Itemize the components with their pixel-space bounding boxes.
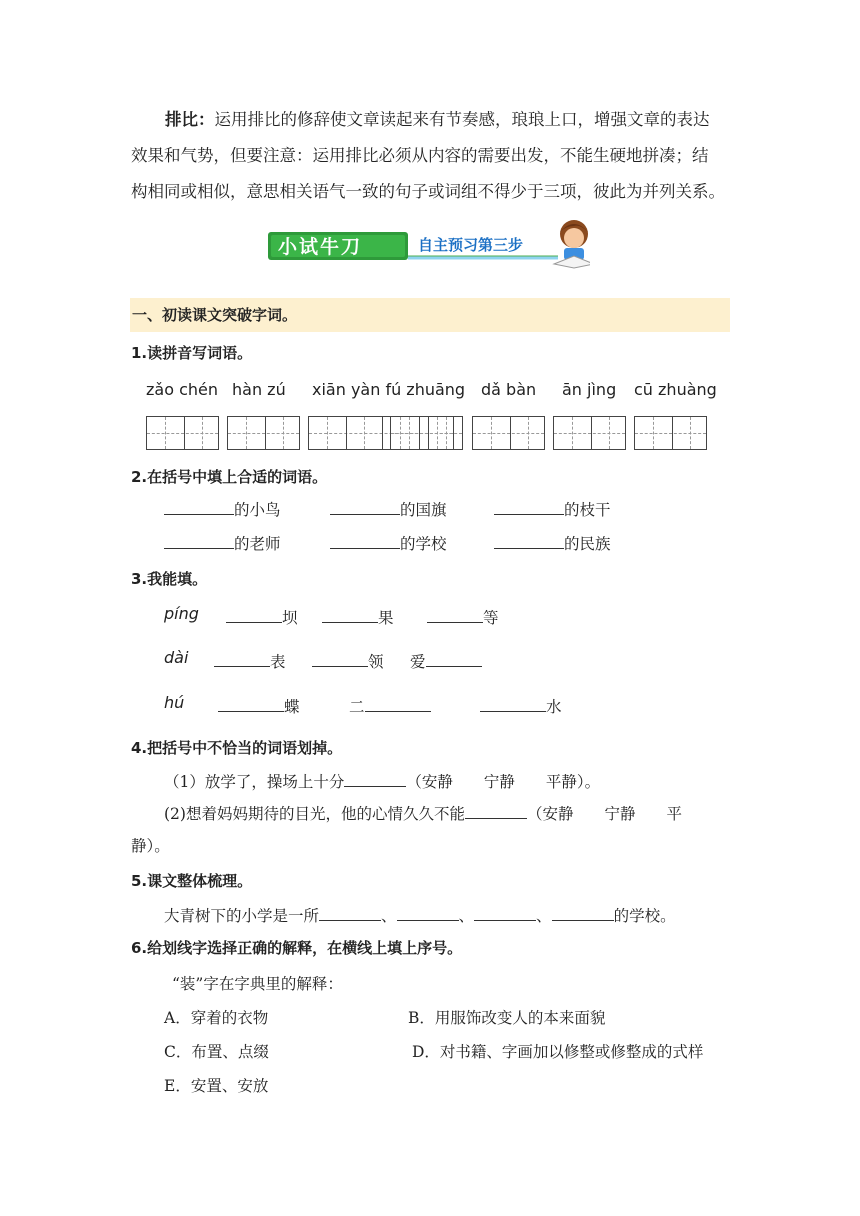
question-5-title: 5.课文整体梳理。 (131, 872, 253, 890)
answer-blank[interactable] (474, 906, 536, 921)
answer-blank[interactable] (319, 906, 381, 921)
writing-box[interactable] (227, 416, 300, 450)
q3-pinyin-1: píng (164, 604, 199, 623)
writing-box[interactable] (390, 416, 463, 450)
pinyin-4: dǎ bàn (481, 380, 537, 399)
answer-blank[interactable] (426, 652, 482, 667)
q2-row1-item2: 的国旗 (330, 498, 447, 520)
q3-pinyin-2: dài (164, 648, 189, 667)
q3-pinyin-3: hú (164, 693, 185, 712)
pinyin-5: ān jìng (562, 380, 617, 399)
question-4-title: 4.把括号中不恰当的词语划掉。 (131, 739, 343, 757)
answer-blank[interactable] (365, 697, 431, 712)
question-3-title: 3.我能填。 (131, 570, 208, 588)
pinyin-6: cū zhuàng (634, 380, 717, 399)
question-6-title: 6.给划线字选择正确的解释，在横线上填上序号。 (131, 939, 463, 957)
answer-blank[interactable] (480, 697, 546, 712)
pinyin-2: hàn zú (232, 380, 286, 399)
writing-box[interactable] (146, 416, 219, 450)
pinyin-3: xiān yàn fú zhuāng (312, 380, 466, 399)
q2-row2-item1: 的老师 (164, 532, 281, 554)
answer-blank[interactable] (494, 534, 564, 549)
q3-r2-item2: 领 (312, 650, 384, 672)
q4-sentence-2-cont: 静）。 (131, 837, 170, 855)
q3-r3-item3: 水 (480, 695, 562, 717)
intro-line3: 构相同或相似，意思相关语气一致的句子或词组不得少于三项，彼此为并列关系。 (131, 182, 725, 201)
q2-row1-item3: 的枝干 (494, 498, 611, 520)
section-banner (268, 212, 590, 270)
answer-blank[interactable] (427, 608, 483, 623)
q6-option-c: C．布置、点缀 (164, 1043, 269, 1061)
q6-option-d: D．对书籍、字画加以修整或修整成的式样 (412, 1043, 704, 1061)
answer-blank[interactable] (330, 500, 400, 515)
q2-row2-item3: 的民族 (494, 532, 611, 554)
answer-blank[interactable] (226, 608, 282, 623)
q6-option-a: A．穿着的衣物 (164, 1009, 269, 1027)
answer-blank[interactable] (330, 534, 400, 549)
answer-blank[interactable] (164, 534, 234, 549)
q3-r2-item3: 爱 (410, 650, 482, 672)
intro-line1: 运用排比的修辞使文章读起来有节奏感，琅琅上口，增强文章的表达 (214, 110, 710, 129)
q4-sentence-1: （1）放学了，操场上十分 （安静 宁静 平静）。 (164, 773, 601, 791)
q6-lead: “装”字在字典里的解释： (172, 975, 343, 993)
section-header (130, 298, 730, 332)
banner-subtitle: 自主预习第三步 (418, 236, 524, 254)
q2-row1-item1: 的小鸟 (164, 498, 281, 520)
answer-blank[interactable] (465, 804, 527, 819)
answer-blank[interactable] (322, 608, 378, 623)
q6-option-b: B．用服饰改变人的本来面貌 (408, 1009, 606, 1027)
answer-blank[interactable] (312, 652, 368, 667)
writing-box[interactable] (634, 416, 707, 450)
q6-option-e: E．安置、安放 (164, 1077, 269, 1095)
q2-row2-item2: 的学校 (330, 532, 447, 554)
question-2-title: 2.在括号中填上合适的词语。 (131, 468, 328, 486)
answer-blank[interactable] (494, 500, 564, 515)
answer-blank[interactable] (552, 906, 614, 921)
q4-sentence-2: (2)想着妈妈期待的目光，他的心情久久不能 （安静 宁静 平 (164, 805, 682, 823)
q3-r3-item2: 二 (349, 695, 431, 717)
child-reading-icon (554, 220, 590, 268)
section-title: 一、初读课文突破字词。 (132, 306, 298, 324)
q3-r1-item1: 坝 (226, 606, 298, 628)
q5-sentence: 大青树下的小学是一所 、 、 、 的学校。 (164, 907, 676, 925)
question-1-title: 1.读拼音写词语。 (131, 344, 253, 362)
q3-r2-item1: 表 (214, 650, 286, 672)
answer-blank[interactable] (344, 772, 406, 787)
intro-line2: 效果和气势，但要注意：运用排比必须从内容的需要出发，不能生硬地拼凑；结 (131, 146, 709, 165)
banner-title: 小试牛刀 (278, 236, 363, 258)
writing-box[interactable] (472, 416, 545, 450)
pinyin-1: zǎo chén (146, 380, 218, 399)
answer-blank[interactable] (218, 697, 284, 712)
intro-term: 排比： (165, 110, 215, 129)
answer-blank[interactable] (164, 500, 234, 515)
answer-blank[interactable] (397, 906, 459, 921)
q3-r1-item3: 等 (427, 606, 499, 628)
q3-r3-item1: 蝶 (218, 695, 300, 717)
q3-r1-item2: 果 (322, 606, 394, 628)
answer-blank[interactable] (214, 652, 270, 667)
intro-paragraph (131, 102, 731, 210)
writing-box[interactable] (553, 416, 626, 450)
